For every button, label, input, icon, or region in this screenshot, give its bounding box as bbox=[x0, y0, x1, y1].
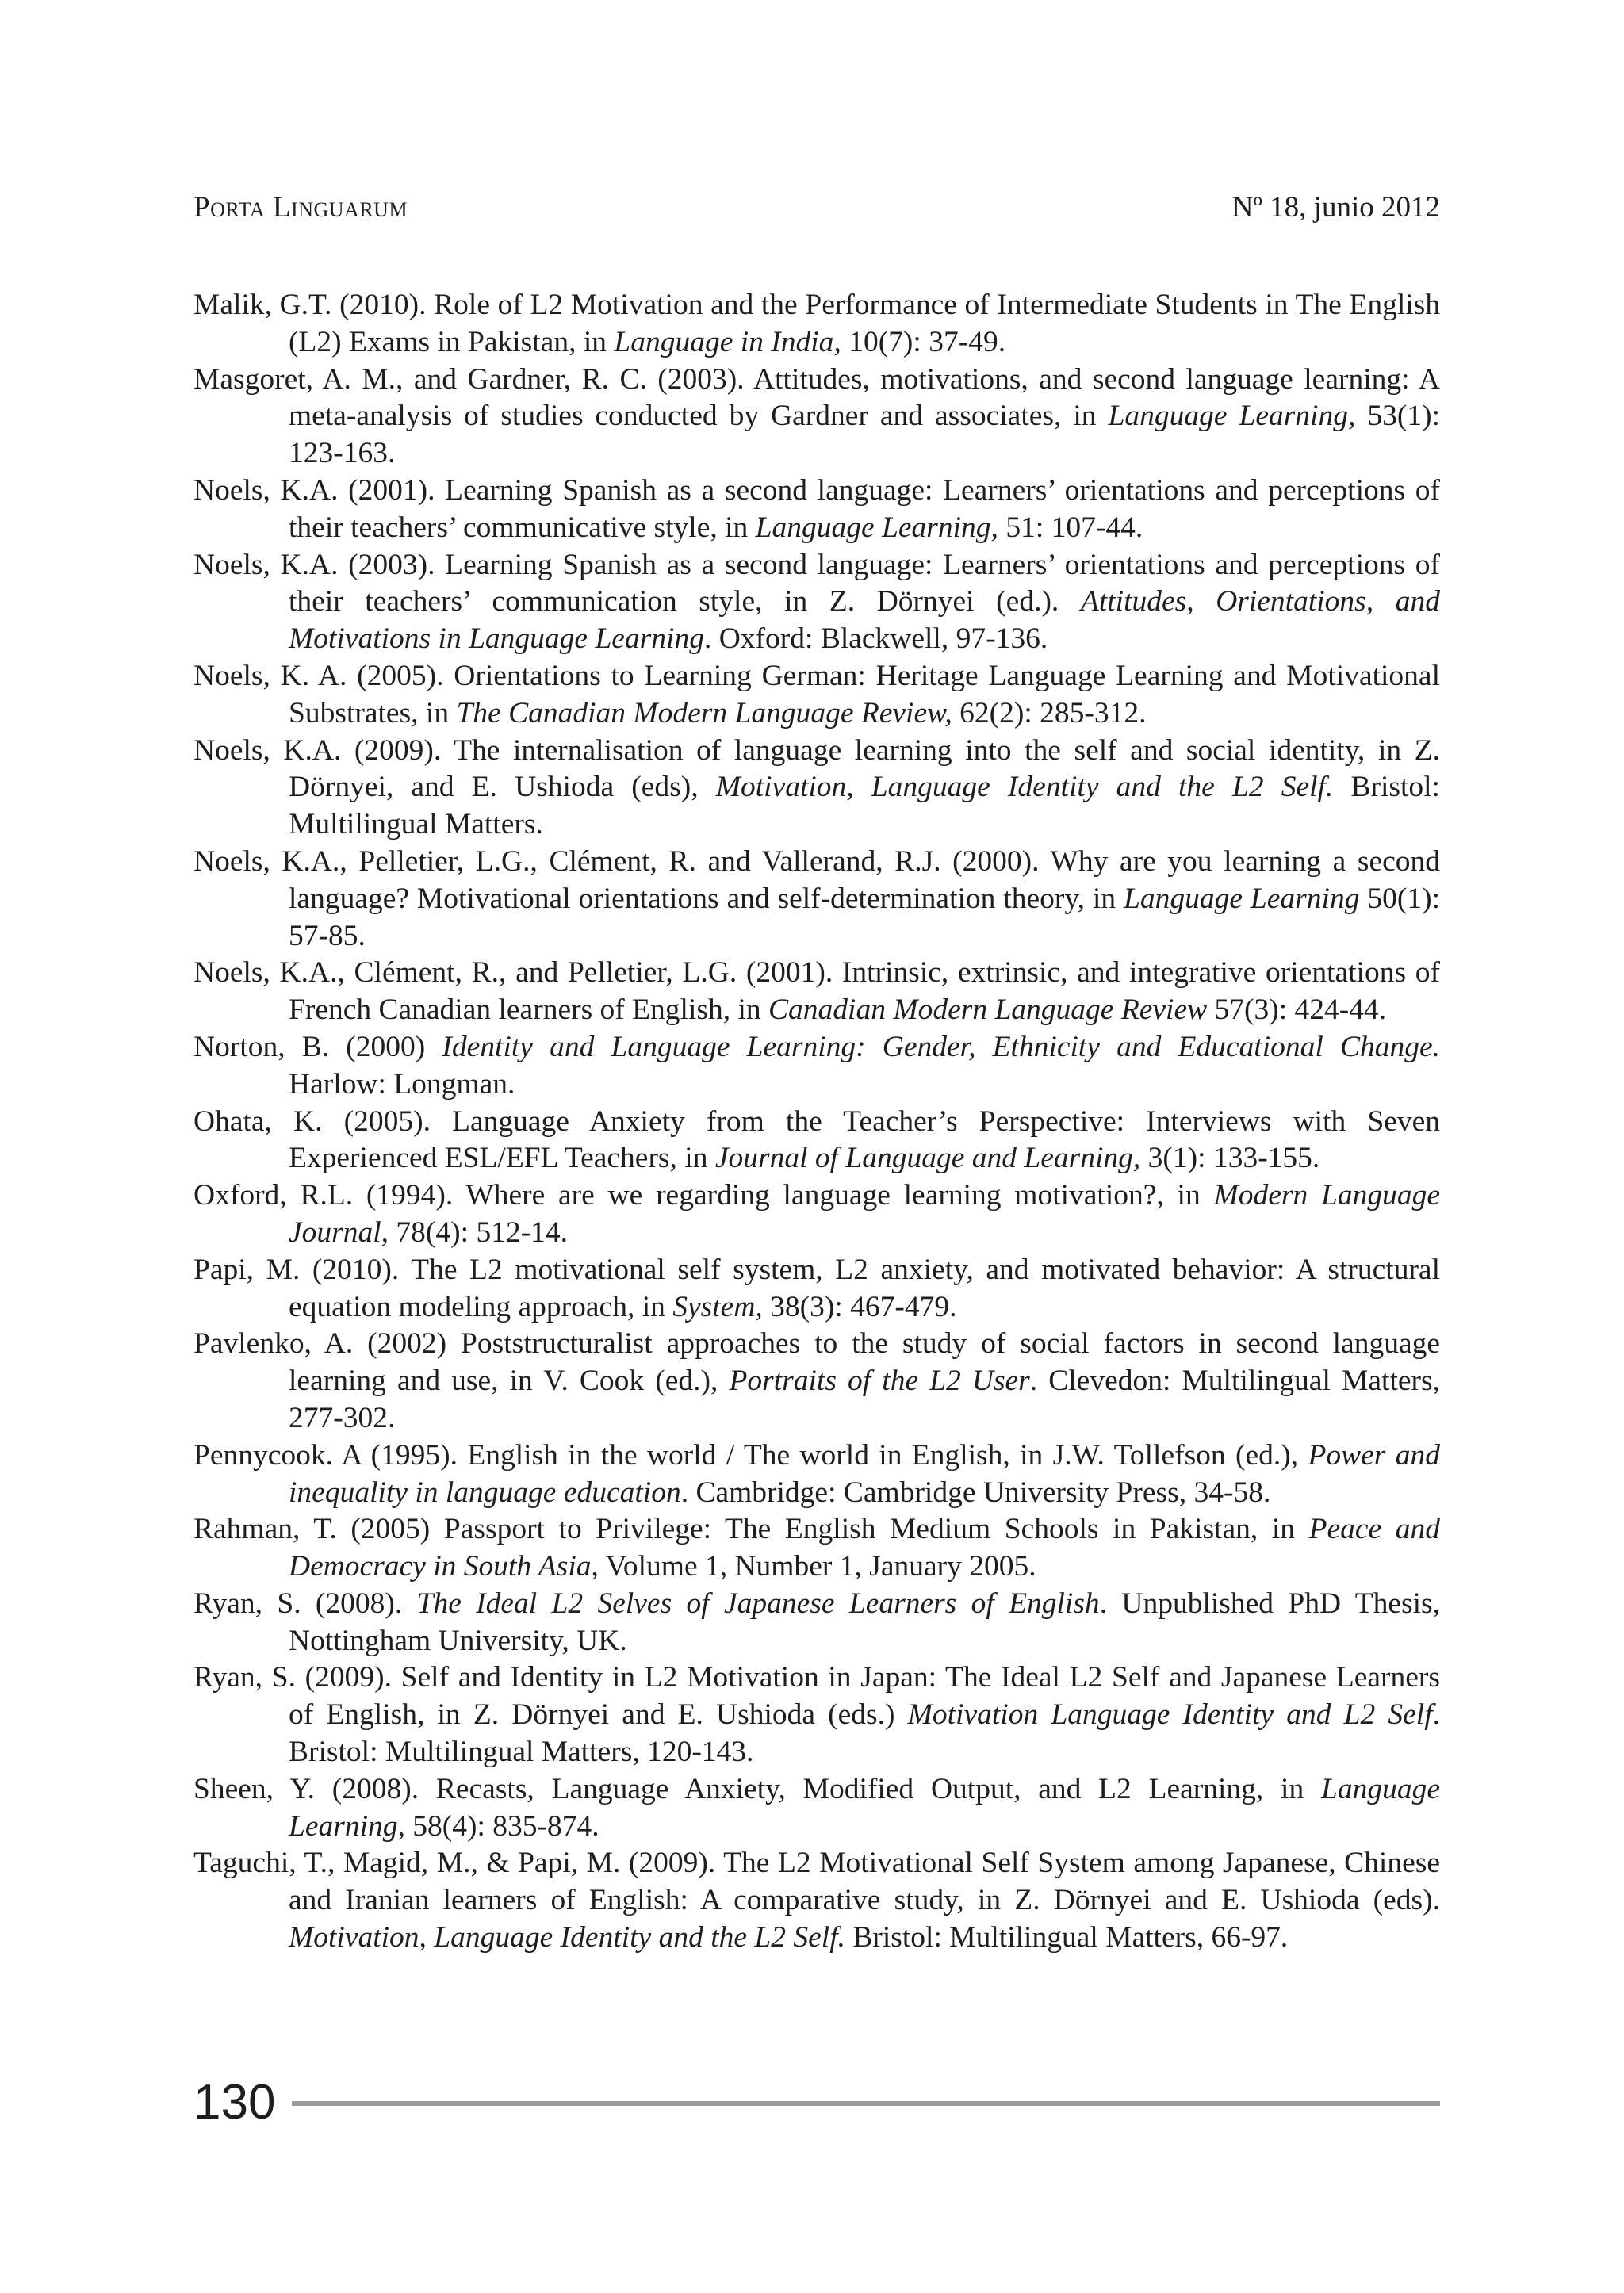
reference-text: Sheen, Y. (2008). Recasts, Language Anxiety, Modified Output, and L2 Learning, in bbox=[193, 1772, 1321, 1805]
issue-label: Nº 18, junio 2012 bbox=[1231, 191, 1440, 224]
reference-entry bbox=[193, 1177, 1440, 1252]
reference-text: Norton, B. (2000) bbox=[193, 1030, 442, 1063]
reference-text: 50(1): 57-85. bbox=[289, 882, 1440, 952]
reference-entry bbox=[193, 733, 1440, 844]
reference-title-italic: Language in India, bbox=[614, 325, 841, 358]
reference-text: Noels, K.A. (2003). Learning Spanish as a second language: Learners’ orientations and perceptions of their teachers’ communication style, in Z. Dörnyei (ed.). bbox=[193, 548, 1440, 618]
reference-entry bbox=[193, 1437, 1440, 1512]
reference-text: . Cambridge: Cambridge University Press, 34-58. bbox=[680, 1476, 1271, 1509]
reference-text: Malik, G.T. (2010). Role of L2 Motivation and the Performance of Intermediate Students in The English (L2) Exams in Pakistan, in bbox=[193, 289, 1440, 358]
page-number: 130 bbox=[193, 2075, 276, 2130]
reference-text: Ryan, S. (2009). Self and Identity in L2 Motivation in Japan: The Ideal L2 Self and Japanese Learners of English, in Z. Dörnyei and E. Ushioda (eds.) bbox=[193, 1661, 1440, 1732]
reference-entry bbox=[193, 658, 1440, 733]
reference-text: Rahman, T. (2005) Passport to Privilege: The English Medium Schools in Pakistan, in bbox=[193, 1513, 1309, 1546]
reference-text: Noels, K.A. (2009). The internalisation of language learning into the self and social identity, in Z. Dörnyei, and E. Ushioda (eds), bbox=[193, 733, 1440, 804]
reference-text: , 53(1): 123-163. bbox=[289, 400, 1440, 470]
reference-text: Pavlenko, A. (2002) Poststructuralist approaches to the study of social factors in second language learning and use, in V. Cook (ed.), bbox=[193, 1327, 1440, 1398]
reference-entry bbox=[193, 1845, 1440, 1956]
reference-text: Noels, K.A. (2001). Learning Spanish as a second language: Learners’ orientations and perceptions of their teachers’ communicative style, in bbox=[193, 473, 1440, 544]
reference-entry bbox=[193, 547, 1440, 658]
reference-text: 10(7): 37-49. bbox=[841, 325, 1006, 358]
reference-text: Bristol: Multilingual Matters, 66-97. bbox=[845, 1921, 1289, 1954]
footer-rule bbox=[292, 2101, 1440, 2106]
reference-entry bbox=[193, 362, 1440, 473]
reference-text: Oxford, R.L. (1994). Where are we regarding language learning motivation?, in bbox=[193, 1179, 1214, 1212]
reference-entry bbox=[193, 1771, 1440, 1846]
reference-title-italic: Motivation Language Identity and L2 Self bbox=[907, 1698, 1433, 1732]
reference-entry bbox=[193, 473, 1440, 547]
reference-entry bbox=[193, 844, 1440, 955]
reference-title-italic: System, bbox=[672, 1290, 763, 1323]
reference-title-italic: Language Learning, bbox=[755, 511, 998, 544]
reference-text: 62(2): 285-312. bbox=[952, 696, 1147, 729]
reference-text: 78(4): 512-14. bbox=[389, 1215, 569, 1249]
reference-entry bbox=[193, 287, 1440, 362]
reference-text: Ohata, K. (2005). Language Anxiety from the Teacher’s Perspective: Interviews with Seven Experienced ESL/EFL Teachers, in bbox=[193, 1104, 1440, 1175]
reference-text: . Bristol: Multilingual Matters, 120-143. bbox=[289, 1698, 1440, 1769]
reference-text: Papi, M. (2010). The L2 motivational self system, L2 anxiety, and motivated behavior: A structural equation modeling approach, in bbox=[193, 1253, 1440, 1323]
reference-text: Bristol: Multilingual Matters. bbox=[289, 771, 1440, 841]
reference-title-italic: Language Learning bbox=[1108, 400, 1348, 433]
reference-title-italic: Language Learning bbox=[1124, 882, 1360, 915]
reference-title-italic: Motivation, Language Identity and the L2 Self. bbox=[289, 1921, 845, 1954]
reference-title-italic: Attitudes, Orientations, and Motivations in Language Learning bbox=[289, 585, 1440, 656]
reference-text: . Oxford: Blackwell, 97-136. bbox=[703, 622, 1048, 656]
page-footer bbox=[193, 2071, 1440, 2134]
reference-text: Noels, K.A., Clément, R., and Pelletier, L.G. (2001). Intrinsic, extrinsic, and integrative orientations of French Canadian learners of English, in bbox=[193, 956, 1440, 1027]
reference-text: Ryan, S. (2008). bbox=[193, 1587, 417, 1620]
reference-title-italic: Journal of Language and Learning, bbox=[714, 1142, 1141, 1175]
reference-entry bbox=[193, 1326, 1440, 1437]
reference-text: . Clevedon: Multilingual Matters, 277-302. bbox=[289, 1365, 1440, 1434]
reference-title-italic: The Ideal L2 Selves of Japanese Learners of English bbox=[416, 1587, 1100, 1620]
journal-title: Porta Linguarum bbox=[193, 191, 408, 224]
reference-title-italic: Power and inequality in language education bbox=[289, 1438, 1440, 1509]
reference-entry bbox=[193, 1586, 1440, 1660]
reference-text: . Unpublished PhD Thesis, Nottingham University, UK. bbox=[289, 1587, 1440, 1657]
reference-entry bbox=[193, 955, 1440, 1029]
reference-text: 38(3): 467-479. bbox=[762, 1290, 957, 1323]
reference-title-italic: The Canadian Modern Language Review, bbox=[456, 696, 952, 729]
reference-text: Taguchi, T., Magid, M., & Papi, M. (2009). The L2 Motivational Self System among Japanese, Chinese and Iranian learners of English: A comparative study, in Z. Dörnyei and E. Ushioda (eds). bbox=[193, 1847, 1440, 1917]
reference-text: 3(1): 133-155. bbox=[1140, 1142, 1320, 1175]
reference-title-italic: Identity and Language Learning: Gender, Ethnicity and Educational Change. bbox=[442, 1030, 1440, 1063]
reference-entry bbox=[193, 1252, 1440, 1326]
reference-text: 57(3): 424-44. bbox=[1207, 993, 1387, 1027]
reference-list bbox=[193, 287, 1440, 1957]
reference-title-italic: Modern Language Journal, bbox=[289, 1179, 1440, 1249]
reference-entry bbox=[193, 1029, 1440, 1104]
reference-text: Noels, K. A. (2005). Orientations to Learning German: Heritage Language Learning and Motivational Substrates, in bbox=[193, 659, 1440, 729]
reference-title-italic: Portraits of the L2 User bbox=[729, 1365, 1030, 1398]
reference-entry bbox=[193, 1659, 1440, 1770]
reference-entry bbox=[193, 1104, 1440, 1178]
reference-entry bbox=[193, 1511, 1440, 1586]
reference-text: Masgoret, A. M., and Gardner, R. C. (2003). Attitudes, motivations, and second language learning: A meta-analysis of studies conducted by Gardner and associates, in bbox=[193, 362, 1440, 433]
reference-title-italic: Motivation, Language Identity and the L2 Self. bbox=[715, 771, 1334, 804]
reference-text: 58(4): 835-874. bbox=[404, 1809, 599, 1843]
reference-text: , Volume 1, Number 1, January 2005. bbox=[591, 1550, 1036, 1583]
reference-text: Pennycook. A (1995). English in the world / The world in English, in J.W. Tollefson (ed.), bbox=[193, 1438, 1308, 1472]
reference-title-italic: Canadian Modern Language Review bbox=[768, 993, 1208, 1027]
reference-text: Noels, K.A., Pelletier, L.G., Clément, R. and Vallerand, R.J. (2000). Why are you learning a second language? Motivational orientations and self-determination theory, in bbox=[193, 844, 1440, 915]
reference-text: Harlow: Longman. bbox=[289, 1067, 515, 1101]
reference-title-italic: Peace and Democracy in South Asia bbox=[289, 1513, 1440, 1583]
reference-text: 51: 107-44. bbox=[998, 511, 1143, 544]
reference-title-italic: Language Learning, bbox=[289, 1772, 1440, 1843]
running-header bbox=[193, 189, 1440, 227]
